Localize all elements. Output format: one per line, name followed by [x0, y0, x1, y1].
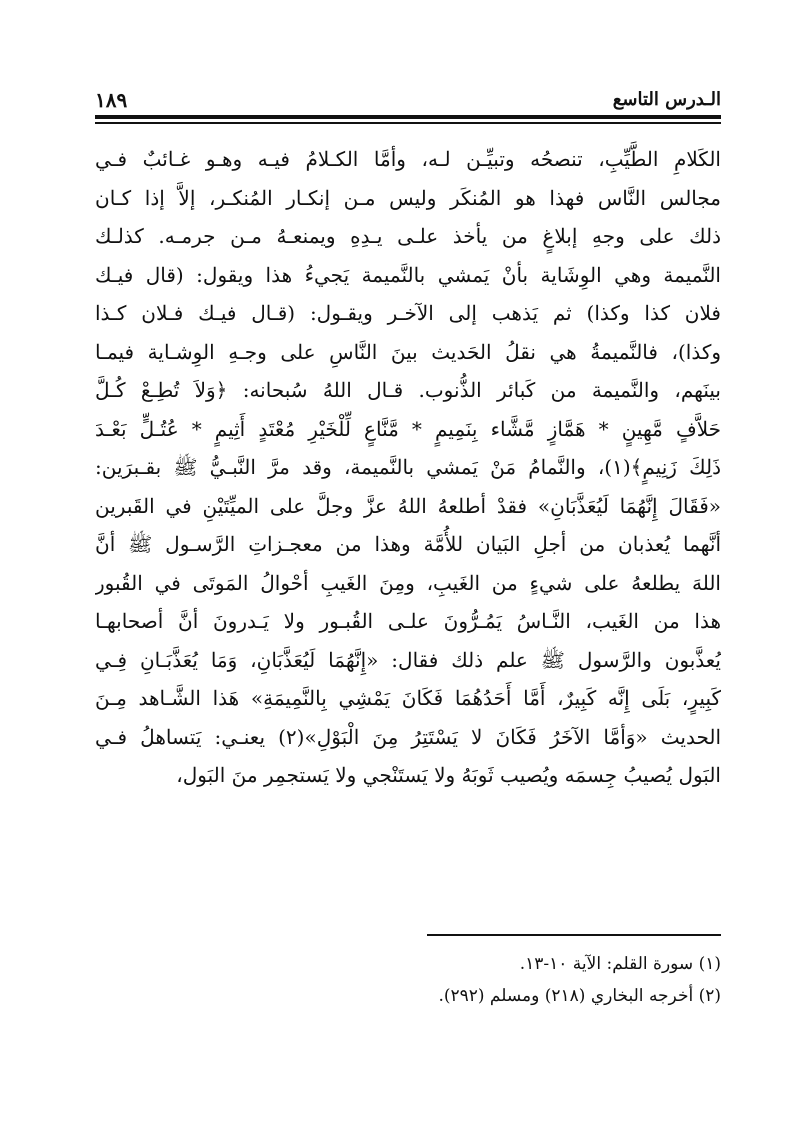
body-line: البَول يُصيبُ جِسمَه ويُصيب ثَوبَهُ ولا يَستَنْجي ولا يَستجمِر منَ البَول، — [176, 763, 721, 787]
body-line: مجالس النَّاس فهذا هو المُنكَر وليس مـن إنكـار المُنكـر، إلاَّ إذا كـان — [95, 185, 721, 210]
footnote-separator — [427, 934, 721, 936]
body-line: الكَلامِ الطَّيِّبِ، تنصحُه وتبيِّـن لـه، وأمَّا الكـلامُ فيـه وهـو غـائبٌ فـي — [95, 147, 721, 171]
header-rule-thin — [95, 122, 721, 124]
body-line: الحديث «وَأمَّا الآخَرُ فَكَانَ لا يَسْتَتِرُ مِنَ الْبَوْلِ»(٢) يعنـي: يَتساهلُ فـي — [95, 724, 721, 749]
header-rule-thick — [95, 115, 721, 119]
body-line: أنَّهما يُعذبان من أجلِ البَيان للأُمَّة وهذا من معجـزاتِ الرَّسـول ﷺ أنَّ — [95, 532, 721, 556]
body-line: اللهَ يطلعهُ على شيءٍ من الغَيبِ، ومِنَ الغَيبِ أحْوالُ المَوتَى في القُبور — [95, 570, 721, 595]
footnote: (٢) أخرجه البخاري (٢١٨) ومسلم (٢٩٢). — [438, 986, 721, 1006]
chapter-title: الـدرس التاسع — [612, 89, 721, 110]
footnote: (١) سورة القلم: الآية ١٠-١٣. — [519, 954, 721, 974]
body-line: فلان كذا وكذا) ثم يَذهب إلى الآخـر ويقـول: (قـال فيـك فـلان كـذا — [95, 301, 721, 325]
body-line: النَّميمة وهي الوِشَاية بأنْ يَمشي بالنَّميمة يَجيءُ هذا ويقول: (قال فيـك — [95, 262, 721, 287]
body-line: وكذا)، فالنَّميمةُ هي نقلُ الحَديث بينَ النَّاسِ على وجـهِ الوِشـاية فيمـا — [95, 339, 721, 364]
body-line: يُعذَّبون والرَّسول ﷺ علم ذلك فقال: «إِنَّهُمَا لَيُعَذَّبَانِ، وَمَا يُعَذَّبَـانِ فِـي — [95, 647, 721, 672]
body-line: كَبِيرٍ، بَلَى إِنَّه كَبِيرٌ، أَمَّا أَحَدُهُمَا فَكَانَ يَمْشِي بِالنَّمِيمَةِ» هَذا الشَّـاهد مِـنَ — [95, 686, 721, 710]
body-line: بينَهم، والنَّميمة من كَبائر الذُّنوب. قـال اللهُ سُبحانه: ﴿وَلاَ تُطِـعْ كُـلَّ — [95, 378, 721, 402]
running-header — [95, 86, 721, 114]
page-number: ١٨٩ — [95, 88, 128, 112]
body-text — [95, 140, 721, 795]
body-line: «فَقَالَ إِنَّهُمَا لَيُعَذَّبَانِ» فقدْ أطلعهُ اللهُ عزَّ وجلَّ على الميِّتَيْنِ في القَبرين — [95, 493, 721, 518]
body-line: حَلاَّفٍ مَّهِينٍ * هَمَّازٍ مَّشَّاء بِنَمِيمٍ * مَّنَّاعٍ لِّلْخَيْرِ مُعْتَدٍ أَثِيمٍ * عُتُـلٍّ بَعْـدَ — [95, 416, 721, 441]
body-line: ذلك على وجهِ إبلاغٍ من يأخذ علـى يـدِهِ ويمنعـهُ مـن جرمـه. كذلـك — [95, 224, 721, 248]
footnotes — [95, 948, 721, 1012]
body-line: ذَلِكَ زَنِيمٍ﴾(١)، والنَّمامُ مَنْ يَمشي بالنَّميمة، وقد مرَّ النَّبـيُّ ﷺ بقـبرَين: — [95, 455, 721, 479]
body-line: هذا من الغَيب، النَّـاسُ يَمُـرُّونَ علـى القُبـور ولا يَـدرونَ أنَّ أصحابهـا — [95, 609, 721, 633]
